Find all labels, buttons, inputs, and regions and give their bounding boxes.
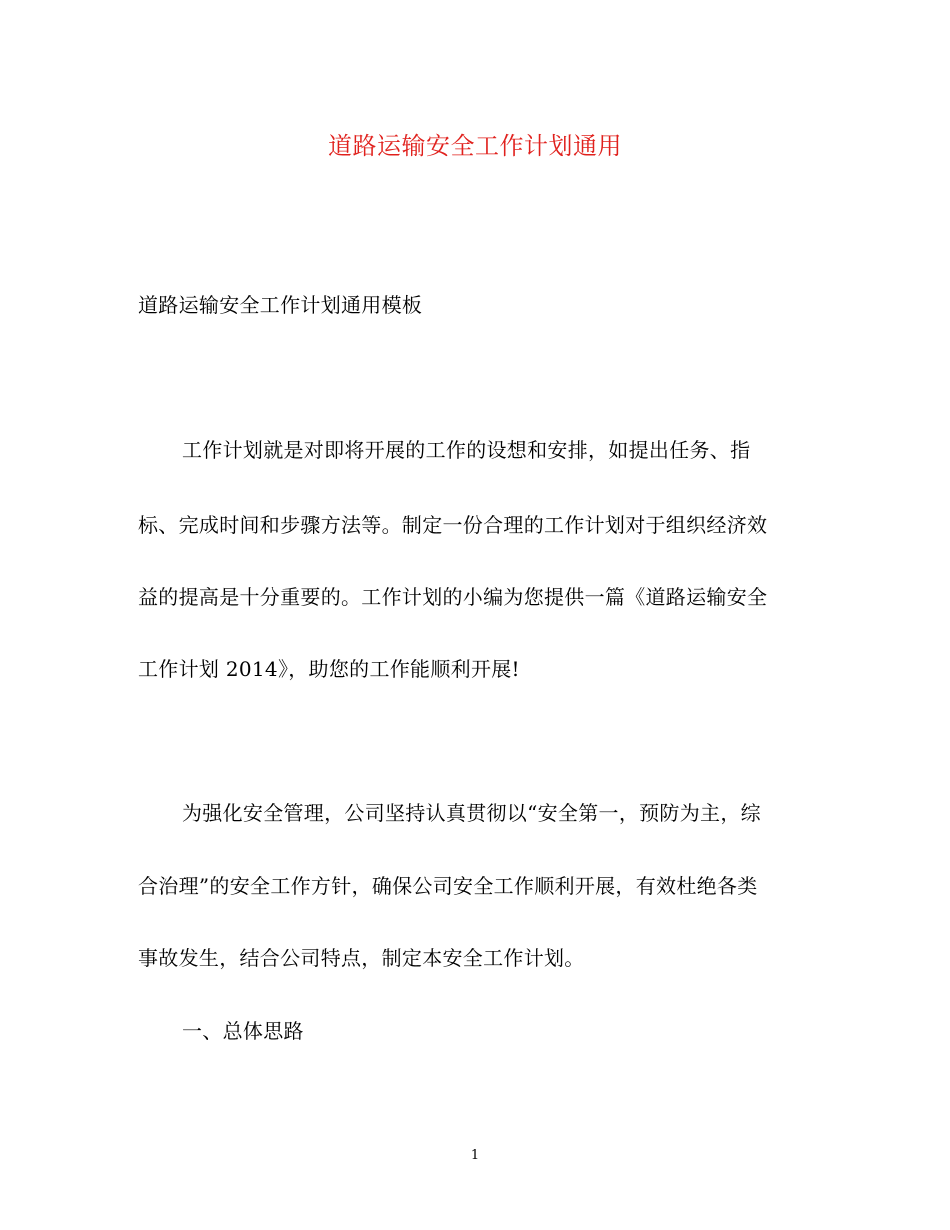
paragraph-line: 为强化安全管理，公司坚持认真贯彻以“安全第一，预防为主，综 bbox=[182, 801, 761, 825]
paragraph-line: 益的提高是十分重要的。工作计划的小编为您提供一篇《道路运输安全 bbox=[138, 585, 768, 609]
document-title: 道路运输安全工作计划通用 bbox=[328, 132, 622, 160]
section-heading: 一、总体思路 bbox=[182, 1019, 304, 1043]
paragraph-line: 合治理”的安全工作方针，确保公司安全工作顺利开展，有效杜绝各类 bbox=[138, 874, 758, 898]
document-subtitle: 道路运输安全工作计划通用模板 bbox=[138, 293, 423, 317]
page-number: 1 bbox=[470, 1148, 480, 1163]
paragraph-line: 工作计划 2014》，助您的工作能顺利开展! bbox=[138, 657, 520, 681]
paragraph-line: 工作计划就是对即将开展的工作的设想和安排，如提出任务、指 bbox=[182, 438, 751, 462]
paragraph-line: 标、完成时间和步骤方法等。制定一份合理的工作计划对于组织经济效 bbox=[138, 513, 768, 537]
paragraph-line: 事故发生，结合公司特点，制定本安全工作计划。 bbox=[138, 946, 585, 970]
